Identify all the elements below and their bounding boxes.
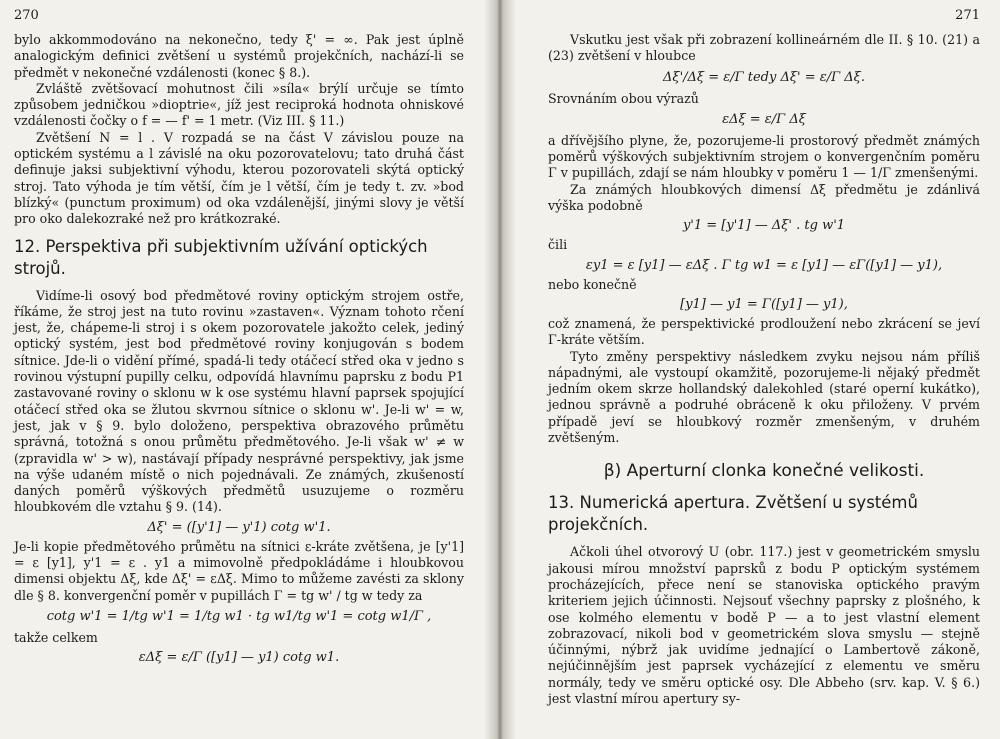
paragraph: Zvětšení N = l . V rozpadá se na část V závislou pouze na optickém systému a l závislé na oku pozorovatelovu; tato druhá část definuje jaksi subjektivní výhodu, kterou pozorovateli skýtá optický stroj. Tato výhoda je tím větší, čím je l větší, čím je tedy t. zv. »bod blízký« (punctum proximum) od oka vzdálenější, jinými slovy je větší pro oko dalekozraké než pro krátkozraké. [14, 129, 464, 227]
paragraph: bylo akkommodováno na nekonečno, tedy ξ' = ∞. Pak jest úplně analogickým definici zvětšení u systémů projekčních, nachází-li se předmět v nekonečné vzdálenosti (konec § 8.). [14, 32, 464, 80]
formula: cotg w'1 = 1/tg w'1 = 1/tg w1 · tg w1/tg w'1 = cotg w1/Γ , [46, 608, 432, 624]
formula: y'1 = [y'1] — Δξ' . tg w'1 [682, 218, 846, 234]
section-heading-beta: β) Aperturní clonka konečné velikosti. [603, 461, 925, 482]
paragraph: Ačkoli úhel otvorový U (obr. 117.) jest v geometrickém smyslu jakousi mírou množství paprsků z bodu P optickým systémem procházejících, přece není se stanoviska optického pravým kriteriem jejich účinnosti. Nejsouť všechny paprsky z plošného, k ose kolmého elementu v bodě P — a to jest vlastní element zobrazovací, nikoli bod v geometrickém slova smyslu — stejně účinnými, nýbrž jak uvidíme jednající o Lambertově zákoně, nejúčinnějším jest paprsek vycházející z elementu ve směru normály, tedy ve směru optické osy. Dle Abbeho (srv. kap. V. § 6.) jest vlastní mírou apertury sy- [548, 544, 980, 707]
book-gutter [484, 0, 516, 739]
formula: εy1 = ε [y1] — εΔξ . Γ tg w1 = ε [y1] — εΓ([y1] — y1), [585, 257, 943, 273]
paragraph: čili [548, 237, 568, 253]
section-heading-13: 13. Numerická apertura. Zvětšení u systémů projekčních. [548, 493, 918, 535]
paragraph: Je-li kopie předmětového průmětu na sítnici ε-kráte zvětšena, je [y'1] = ε [y1], y'1 = ε . y1 a mimovolně předpokládáme i hloubkovou dimensi objektu Δξ, kde Δξ' = εΔξ. Mimo to můžeme zavésti za sklony dle § 8. konvergenční poměr v pupillách Γ = tg w' / tg w tedy za [14, 538, 464, 603]
paragraph: takže celkem [14, 629, 98, 645]
formula: εΔξ = ε/Γ ([y1] — y1) cotg w1. [138, 650, 340, 666]
paragraph: nebo konečně [548, 276, 637, 292]
paragraph: Vskutku jest však při zobrazení kollineárném dle II. § 10. (21) a (23) zvětšení v hloubce [548, 32, 980, 64]
paragraph: Vidíme-li osový bod předmětové roviny optickým strojem ostře, říkáme, že stroj jest na tuto rovinu »zastaven«. Význam tohoto rčení jest, že, chápeme-li stroj i s okem pozorovatele jakožto celek, jediný optický systém, jest bod předmětové roviny konjugován s bodem sítnice. Jde-li o vidění přímé, spadá-li tedy otáčecí střed oka v jedno s rovinou výstupní pupilly celku, odpovídá hlavnímu paprsku z bodu P1 zastavované roviny o sklonu w k ose systému hlavní paprsek spojující otáčecí střed oka se žlutou skvrnou sítnice o sklonu w'. Je-li w' = w, jest, jak v § 9. bylo doloženo, perspektiva obrazového průmětu správná, totožná s onou průmětu předmětového. Je-li však w' ≠ w (zpravidla w' > w), nastávají případy nesprávné perspektivy, jak jsme na výše udaném místě o nich pojednávali. Ze známých, zkušeností daných poměrů výškových předmětů usuzujeme o rozměru hloubkovém dle vztahu § 9. (14). [14, 287, 464, 515]
right-page [500, 0, 1000, 739]
section-heading-12: 12. Perspektiva při subjektivním užívání optických strojů. [14, 236, 428, 278]
formula: [y1] — y1 = Γ([y1] — y1), [680, 296, 848, 312]
paragraph: Srovnáním obou výrazů [548, 90, 699, 106]
formula: Δξ'/Δξ = ε/Γ tedy Δξ' = ε/Γ Δξ. [663, 69, 865, 85]
paragraph: Za známých hloubkových dimensí Δξ předmětu je zdánlivá výška podobně [548, 181, 980, 214]
page-number-right: 271 [955, 8, 980, 23]
page-number-left: 270 [14, 8, 39, 23]
paragraph: což znamená, že perspektivické prodloužení nebo zkrácení se jeví Γ-kráte větším. [548, 315, 980, 348]
paragraph: Tyto změny perspektivy následkem zvyku nejsou nám příliš nápadnými, ale vystoupí okamžitě, pozorujeme-li nějaký předmět jedním okem skrze hollandský dalekohled (staré operní kukátko), jednou správně a podruhé obráceně k oku přiloženy. V prvém případě jeví se hloubkový rozměr zmenšeným, v druhém zvětšeným. [548, 348, 980, 446]
paragraph: a dřívějšího plyne, že, pozorujeme-li prostorový předmět známých poměrů výškových subjektivním strojem o konvergenčním poměru Γ v pupillách, zdají se nám hloubky v poměru 1 — 1/Γ zmenšenými. [548, 132, 980, 181]
formula: Δξ' = ([y'1] — y'1) cotg w'1. [147, 519, 331, 535]
paragraph: Zvláště zvětšovací mohutnost čili »síla« brýlí určuje se tímto způsobem jedničkou »dioptrie«, jíž jest reciproká hodnota ohniskové vzdálenosti čočky o f = — f' = 1 metr. (Viz III. § 11.) [14, 80, 464, 129]
formula: εΔξ = ε/Γ Δξ [722, 111, 806, 127]
